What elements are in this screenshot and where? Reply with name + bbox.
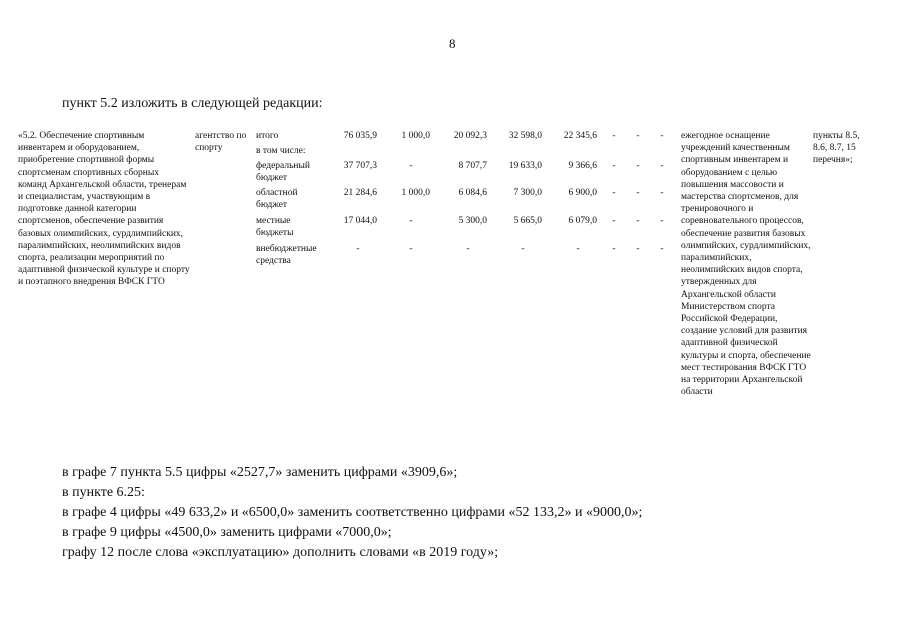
row-link: пункты 8.5, 8.6, 8.7, 15 перечня»; xyxy=(813,131,860,166)
intro-line: пункт 5.2 изложить в следующей редакции: xyxy=(62,96,323,111)
row-executor: агентство по спорту xyxy=(195,131,247,154)
funding-value: 22 345,6 xyxy=(563,131,597,141)
funding-value: - xyxy=(612,188,616,198)
funding-source-label: федеральный бюджет xyxy=(256,161,310,184)
funding-value: 76 035,9 xyxy=(343,131,377,141)
instruction-line: в пункте 6.25: xyxy=(62,485,145,500)
funding-value: 6 079,0 xyxy=(568,216,597,226)
funding-source-label: в том числе: xyxy=(256,146,306,156)
funding-source-label: областной бюджет xyxy=(256,188,298,211)
funding-value: - xyxy=(612,244,616,254)
funding-value: - xyxy=(409,216,413,226)
funding-value: - xyxy=(636,188,640,198)
funding-value: - xyxy=(466,244,470,254)
funding-value: - xyxy=(636,131,640,141)
row-description: «5.2. Обеспечение спортивным инвентарем и оборудованием, приобретение спортивной формы спортсменам спортивных сборных команд Архангельской области, тренерам и специалистам, участвующим в подготовке данной категории спортсменов, обеспечение развития базовых олимпийских, сурдлимпийских, паралимпийских, неолимпийских видов спорта, реализации мероприятий по адаптивной физической культуре и спорту и поэтапного внедрения ВФСК ГТО xyxy=(18,131,190,288)
funding-value: - xyxy=(612,131,616,141)
page-number: 8 xyxy=(449,36,456,51)
funding-value: - xyxy=(612,216,616,226)
funding-source-label: внебюджетные средства xyxy=(256,244,317,267)
funding-value: 20 092,3 xyxy=(453,131,487,141)
funding-value: 6 084,6 xyxy=(458,188,487,198)
funding-value: - xyxy=(660,131,664,141)
funding-value: - xyxy=(612,161,616,171)
instruction-line: в графе 7 пункта 5.5 цифры «2527,7» заменить цифрами «3909,6»; xyxy=(62,465,458,480)
funding-value: 9 366,6 xyxy=(568,161,597,171)
funding-source-label: местные бюджеты xyxy=(256,216,294,239)
funding-value: - xyxy=(409,161,413,171)
funding-value: - xyxy=(636,244,640,254)
funding-value: 1 000,0 xyxy=(401,188,430,198)
funding-value: - xyxy=(636,216,640,226)
funding-value: 5 665,0 xyxy=(513,216,542,226)
funding-value: 5 300,0 xyxy=(458,216,487,226)
funding-value: - xyxy=(356,244,360,254)
funding-value: - xyxy=(521,244,525,254)
funding-value: - xyxy=(409,244,413,254)
funding-value: - xyxy=(576,244,580,254)
funding-value: - xyxy=(636,161,640,171)
funding-value: 6 900,0 xyxy=(568,188,597,198)
instruction-line: в графе 9 цифры «4500,0» заменить цифрами «7000,0»; xyxy=(62,525,392,540)
funding-value: - xyxy=(660,244,664,254)
funding-value: 1 000,0 xyxy=(401,131,430,141)
funding-value: 8 707,7 xyxy=(458,161,487,171)
funding-value: 37 707,3 xyxy=(343,161,377,171)
funding-value: - xyxy=(660,216,664,226)
funding-value: 17 044,0 xyxy=(343,216,377,226)
funding-value: - xyxy=(660,161,664,171)
funding-value: 7 300,0 xyxy=(513,188,542,198)
instruction-line: в графе 4 цифры «49 633,2» и «6500,0» заменить соответственно цифрами «52 133,2» и «9000,0»; xyxy=(62,505,643,520)
funding-value: 19 633,0 xyxy=(508,161,542,171)
funding-value: 21 284,6 xyxy=(343,188,377,198)
row-result: ежегодное оснащение учреждений качественным спортивным инвентарем и оборудованием с целью повышения массовости и мастерства спортсменов, для тренировочного и соревновательного процессов, обеспечение развития базовых олимпийских, сурдлимпийских, паралимпийских, неолимпийских видов спорта, утвержденных для Архангельской области Министерством спорта Российской Федерации, создание условий для развития адаптивной физической культуры и спорта, обеспечение мест тестирования ВФСК ГТО на территории Архангельской области xyxy=(681,131,811,398)
instruction-line: графу 12 после слова «эксплуатацию» дополнить словами «в 2019 году»; xyxy=(62,545,499,560)
funding-source-label: итого xyxy=(256,131,279,141)
funding-value: 32 598,0 xyxy=(508,131,542,141)
funding-value: - xyxy=(660,188,664,198)
